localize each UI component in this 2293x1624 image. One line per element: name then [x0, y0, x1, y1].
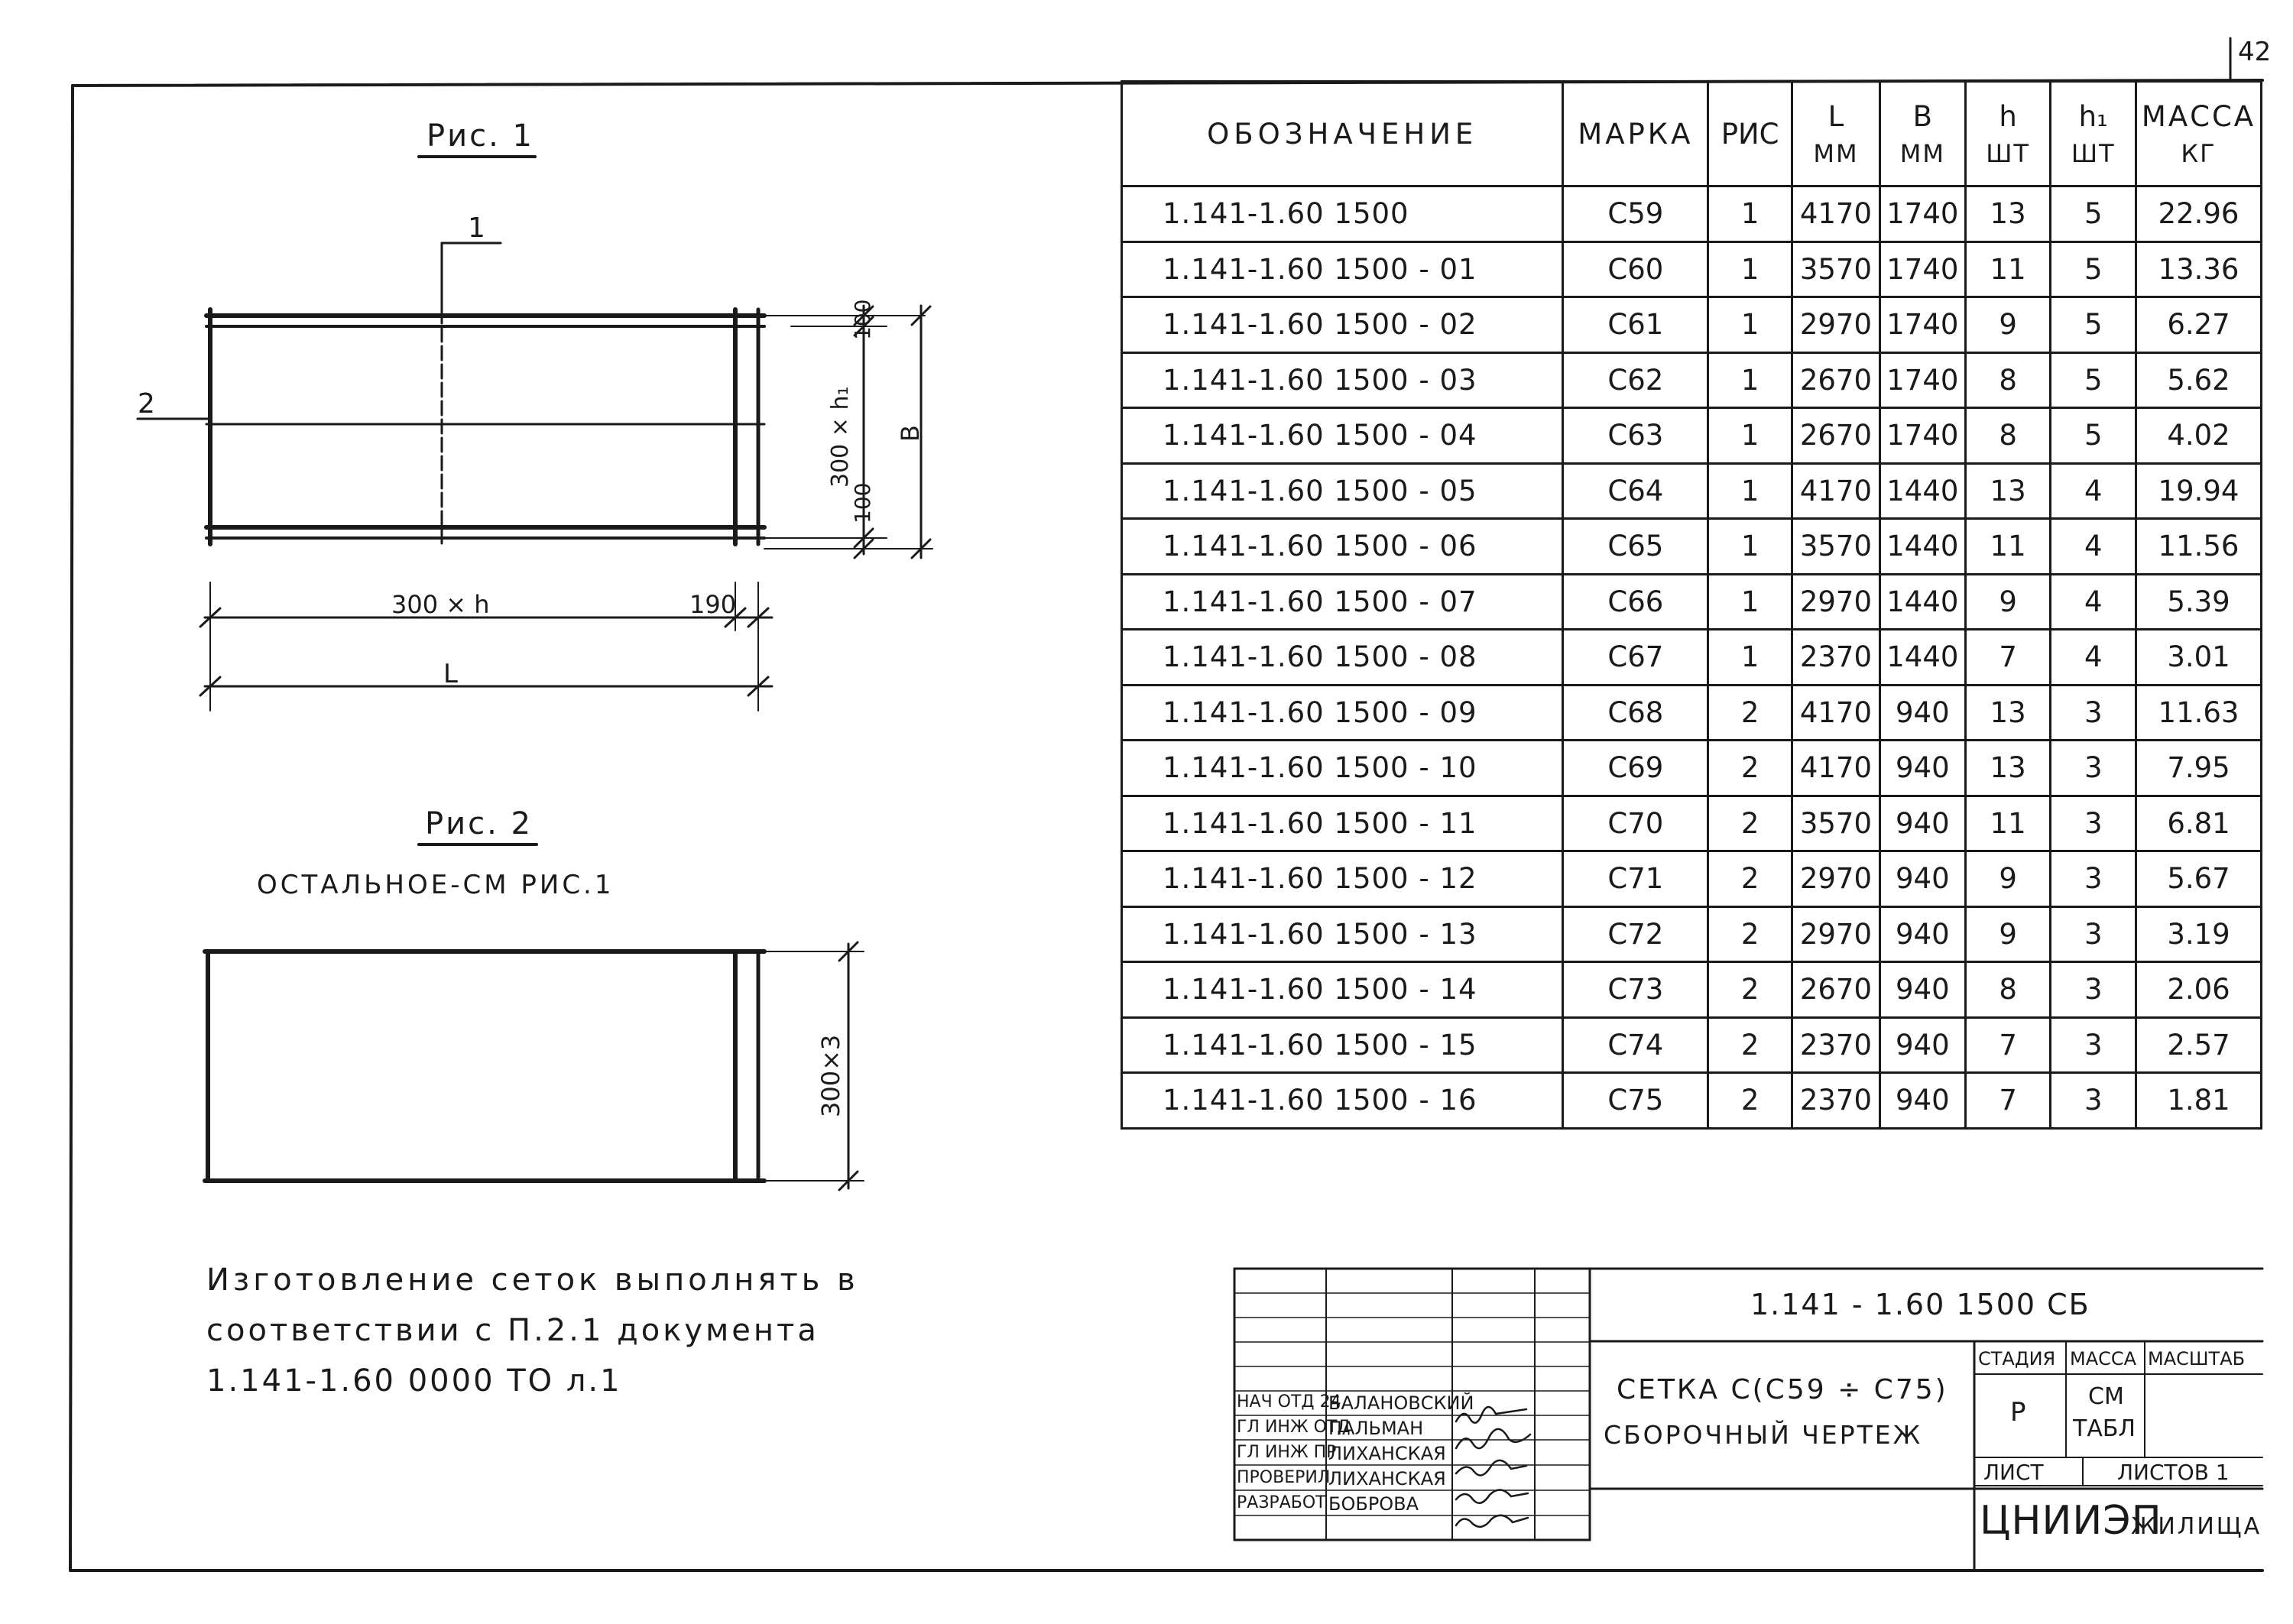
- cell-h: 11: [1965, 796, 2051, 851]
- signatures: [1456, 1407, 1530, 1527]
- cell-L: 2370: [1792, 630, 1880, 686]
- cell-des: 1.141-1.60 1500 - 13: [1122, 906, 1563, 962]
- cell-fig: 2: [1708, 906, 1792, 962]
- cell-h: 8: [1965, 408, 2051, 464]
- cell-mass: 19.94: [2136, 463, 2262, 519]
- cell-des: 1.141-1.60 1500 - 04: [1122, 408, 1563, 464]
- cell-h: 11: [1965, 519, 2051, 575]
- col-header-designation: ОБОЗНАЧЕНИЕ: [1122, 82, 1563, 186]
- cell-h: 13: [1965, 186, 2051, 242]
- cell-B: 1740: [1879, 352, 1965, 408]
- mass-label: МАССА: [2070, 1348, 2137, 1370]
- cell-mass: 5.67: [2136, 851, 2262, 907]
- cell-fig: 1: [1708, 519, 1792, 575]
- cell-h: 9: [1965, 906, 2051, 962]
- cell-L: 2370: [1792, 1017, 1880, 1073]
- doc-code: 1.141 - 1.60 1500 СБ: [1750, 1288, 2090, 1321]
- staff-name-3: ЛИХАНСКАЯ: [1328, 1443, 1446, 1464]
- cell-h: 8: [1965, 962, 2051, 1018]
- table-row: [1122, 685, 2262, 741]
- staff-name-2: ПАЛЬМАН: [1328, 1418, 1424, 1439]
- cell-L: 4170: [1792, 685, 1880, 741]
- cell-B: 940: [1879, 906, 1965, 962]
- cell-B: 1440: [1879, 519, 1965, 575]
- table-row: [1122, 186, 2262, 242]
- cell-h1: 3: [2051, 1017, 2136, 1073]
- cell-h1: 3: [2051, 1073, 2136, 1129]
- cell-des: 1.141-1.60 1500 - 03: [1122, 352, 1563, 408]
- cell-h: 7: [1965, 1017, 2051, 1073]
- cell-des: 1.141-1.60 1500 - 06: [1122, 519, 1563, 575]
- doc-name-line-1: СЕТКА С(С59 ÷ С75): [1617, 1374, 1948, 1405]
- cell-h1: 5: [2051, 186, 2136, 242]
- stage-label: СТАДИЯ: [1978, 1348, 2056, 1370]
- cell-h: 13: [1965, 741, 2051, 796]
- sheet-number: 42: [2238, 37, 2272, 67]
- cell-L: 3570: [1792, 796, 1880, 851]
- cell-L: 3570: [1792, 519, 1880, 575]
- cell-B: 940: [1879, 741, 1965, 796]
- col-header-L: L ММ: [1792, 82, 1880, 186]
- col-header-fig: РИС: [1708, 82, 1792, 186]
- cell-mark: С67: [1563, 630, 1708, 686]
- cell-h1: 4: [2051, 463, 2136, 519]
- cell-L: 2670: [1792, 962, 1880, 1018]
- fig2-title: Рис. 2: [425, 806, 533, 841]
- cell-B: 940: [1879, 796, 1965, 851]
- table-row: [1122, 1073, 2262, 1129]
- cell-B: 1740: [1879, 186, 1965, 242]
- cell-L: 3570: [1792, 241, 1880, 297]
- cell-des: 1.141-1.60 1500 - 11: [1122, 796, 1563, 851]
- cell-h1: 3: [2051, 741, 2136, 796]
- cell-mark: С68: [1563, 685, 1708, 741]
- table-header-row: [1122, 82, 2262, 186]
- cell-mass: 5.62: [2136, 352, 2262, 408]
- cell-mass: 22.96: [2136, 186, 2262, 242]
- table-row: [1122, 574, 2262, 630]
- cell-mark: С72: [1563, 906, 1708, 962]
- specification-table: [1121, 80, 2262, 1130]
- note-line-1: Изготовление сеток выполнять в: [206, 1263, 859, 1298]
- fig2-dim-height: 300×3: [816, 1034, 845, 1117]
- cell-B: 1440: [1879, 574, 1965, 630]
- cell-des: 1.141-1.60 1500 - 05: [1122, 463, 1563, 519]
- cell-mark: С63: [1563, 408, 1708, 464]
- cell-h: 11: [1965, 241, 2051, 297]
- table-row: [1122, 796, 2262, 851]
- cell-mark: С75: [1563, 1073, 1708, 1129]
- cell-B: 1740: [1879, 241, 1965, 297]
- cell-h1: 5: [2051, 352, 2136, 408]
- fig1-dim-end: 190: [689, 590, 737, 619]
- cell-des: 1.141-1.60 1500 - 02: [1122, 297, 1563, 353]
- cell-h1: 4: [2051, 574, 2136, 630]
- cell-mass: 3.19: [2136, 906, 2262, 962]
- cell-h1: 4: [2051, 519, 2136, 575]
- cell-h: 7: [1965, 1073, 2051, 1129]
- col-header-mass: МАССА КГ: [2136, 82, 2262, 186]
- org-logo-main: ЦНИИЭП: [1980, 1498, 2162, 1544]
- table-row: [1122, 962, 2262, 1018]
- cell-L: 2670: [1792, 352, 1880, 408]
- cell-mass: 1.81: [2136, 1073, 2262, 1129]
- cell-mark: С69: [1563, 741, 1708, 796]
- col-header-h: h ШТ: [1965, 82, 2051, 186]
- cell-mark: С70: [1563, 796, 1708, 851]
- cell-h1: 5: [2051, 297, 2136, 353]
- cell-des: 1.141-1.60 1500 - 15: [1122, 1017, 1563, 1073]
- fig1-dim-100-top: 100: [850, 299, 875, 340]
- cell-des: 1.141-1.60 1500 - 08: [1122, 630, 1563, 686]
- cell-mark: С65: [1563, 519, 1708, 575]
- cell-fig: 1: [1708, 297, 1792, 353]
- fig1-position-2: 2: [138, 388, 155, 420]
- staff-role-4: ПРОВЕРИЛ: [1237, 1468, 1331, 1487]
- fig1-dim-spacing-vertical: 300 × h₁: [827, 386, 854, 488]
- cell-B: 1740: [1879, 408, 1965, 464]
- table-row: [1122, 519, 2262, 575]
- table-row: [1122, 241, 2262, 297]
- table-row: [1122, 630, 2262, 686]
- fig1-position-1: 1: [468, 212, 485, 244]
- cell-mark: С62: [1563, 352, 1708, 408]
- cell-mass: 13.36: [2136, 241, 2262, 297]
- cell-des: 1.141-1.60 1500 - 10: [1122, 741, 1563, 796]
- col-header-mark: МАРКА: [1563, 82, 1708, 186]
- cell-L: 2970: [1792, 851, 1880, 907]
- table-row: [1122, 906, 2262, 962]
- fig1-mesh-drawing: [138, 243, 932, 711]
- fig1-dim-length: L: [443, 659, 458, 689]
- frame-left-line: [70, 86, 73, 1571]
- staff-name-1: БАЛАНОВСКИЙ: [1328, 1392, 1474, 1414]
- cell-fig: 1: [1708, 408, 1792, 464]
- cell-h1: 3: [2051, 906, 2136, 962]
- cell-mark: С60: [1563, 241, 1708, 297]
- cell-B: 940: [1879, 962, 1965, 1018]
- cell-mass: 3.01: [2136, 630, 2262, 686]
- cell-L: 2970: [1792, 906, 1880, 962]
- table-row: [1122, 1017, 2262, 1073]
- cell-fig: 1: [1708, 574, 1792, 630]
- cell-h1: 3: [2051, 685, 2136, 741]
- cell-fig: 2: [1708, 685, 1792, 741]
- cell-fig: 1: [1708, 352, 1792, 408]
- fig1-dim-spacing: 300 × h: [391, 590, 490, 619]
- cell-mass: 6.81: [2136, 796, 2262, 851]
- cell-h: 13: [1965, 685, 2051, 741]
- cell-h1: 4: [2051, 630, 2136, 686]
- cell-des: 1.141-1.60 1500: [1122, 186, 1563, 242]
- table-row: [1122, 297, 2262, 353]
- cell-h1: 5: [2051, 241, 2136, 297]
- specification-table-body: [1122, 186, 2262, 1129]
- sheet-label: ЛИСТ: [1983, 1460, 2044, 1485]
- cell-fig: 1: [1708, 241, 1792, 297]
- cell-mark: С74: [1563, 1017, 1708, 1073]
- cell-h: 13: [1965, 463, 2051, 519]
- cell-des: 1.141-1.60 1500 - 14: [1122, 962, 1563, 1018]
- cell-mass: 6.27: [2136, 297, 2262, 353]
- cell-des: 1.141-1.60 1500 - 07: [1122, 574, 1563, 630]
- cell-mass: 4.02: [2136, 408, 2262, 464]
- cell-h1: 3: [2051, 796, 2136, 851]
- cell-h: 9: [1965, 851, 2051, 907]
- table-row: [1122, 463, 2262, 519]
- cell-mark: С71: [1563, 851, 1708, 907]
- sheets-label: ЛИСТОВ 1: [2117, 1460, 2230, 1485]
- staff-role-3: ГЛ ИНЖ ПР: [1237, 1443, 1337, 1462]
- col-header-B: В ММ: [1879, 82, 1965, 186]
- cell-mark: С73: [1563, 962, 1708, 1018]
- cell-fig: 2: [1708, 962, 1792, 1018]
- cell-fig: 1: [1708, 186, 1792, 242]
- org-logo-sub: ЖИЛИЩА: [2131, 1513, 2262, 1540]
- cell-mass: 2.57: [2136, 1017, 2262, 1073]
- cell-B: 940: [1879, 1073, 1965, 1129]
- cell-mark: С66: [1563, 574, 1708, 630]
- cell-mass: 5.39: [2136, 574, 2262, 630]
- cell-mass: 7.95: [2136, 741, 2262, 796]
- scale-label: МАСШТАБ: [2148, 1348, 2246, 1370]
- table-row: [1122, 741, 2262, 796]
- cell-B: 1440: [1879, 463, 1965, 519]
- cell-L: 2970: [1792, 574, 1880, 630]
- table-row: [1122, 352, 2262, 408]
- fig1-title: Рис. 1: [426, 118, 534, 154]
- fig1-dim-100-bottom: 100: [850, 482, 875, 524]
- cell-L: 2670: [1792, 408, 1880, 464]
- cell-h: 9: [1965, 297, 2051, 353]
- note-line-3: 1.141-1.60 0000 ТО л.1: [206, 1363, 622, 1399]
- cell-des: 1.141-1.60 1500 - 16: [1122, 1073, 1563, 1129]
- fig1-dim-width: B: [896, 425, 925, 442]
- cell-mark: С61: [1563, 297, 1708, 353]
- staff-role-5: РАЗРАБОТ: [1237, 1493, 1326, 1512]
- cell-B: 1740: [1879, 297, 1965, 353]
- cell-des: 1.141-1.60 1500 - 09: [1122, 685, 1563, 741]
- cell-mark: С64: [1563, 463, 1708, 519]
- cell-fig: 2: [1708, 1073, 1792, 1129]
- cell-fig: 1: [1708, 463, 1792, 519]
- cell-fig: 2: [1708, 851, 1792, 907]
- stage-value: Р: [2010, 1397, 2026, 1428]
- table-row: [1122, 408, 2262, 464]
- cell-L: 2370: [1792, 1073, 1880, 1129]
- cell-L: 4170: [1792, 463, 1880, 519]
- cell-des: 1.141-1.60 1500 - 12: [1122, 851, 1563, 907]
- cell-fig: 2: [1708, 741, 1792, 796]
- cell-h1: 5: [2051, 408, 2136, 464]
- cell-B: 940: [1879, 851, 1965, 907]
- fig2-note: ОСТАЛЬНОЕ-СМ РИС.1: [257, 870, 615, 900]
- cell-des: 1.141-1.60 1500 - 01: [1122, 241, 1563, 297]
- staff-role-2: ГЛ ИНЖ ОТД: [1237, 1418, 1351, 1437]
- cell-fig: 1: [1708, 630, 1792, 686]
- cell-h: 9: [1965, 574, 2051, 630]
- cell-mark: С59: [1563, 186, 1708, 242]
- cell-mass: 11.56: [2136, 519, 2262, 575]
- cell-L: 4170: [1792, 186, 1880, 242]
- mass-value-line-1: СМ: [2088, 1383, 2124, 1410]
- cell-B: 1440: [1879, 630, 1965, 686]
- cell-h: 7: [1965, 630, 2051, 686]
- cell-L: 4170: [1792, 741, 1880, 796]
- doc-name-line-2: СБОРОЧНЫЙ ЧЕРТЕЖ: [1604, 1420, 1923, 1450]
- table-row: [1122, 851, 2262, 907]
- staff-name-5: БОБРОВА: [1328, 1493, 1419, 1515]
- col-header-h1: h₁ ШТ: [2051, 82, 2136, 186]
- fig2-mesh-drawing: [205, 942, 864, 1190]
- cell-B: 940: [1879, 1017, 1965, 1073]
- cell-h1: 3: [2051, 851, 2136, 907]
- cell-mass: 11.63: [2136, 685, 2262, 741]
- cell-fig: 2: [1708, 796, 1792, 851]
- staff-role-1: НАЧ ОТД 24: [1237, 1392, 1341, 1412]
- cell-h: 8: [1965, 352, 2051, 408]
- mass-value-line-2: ТАБЛ: [2073, 1415, 2136, 1442]
- cell-h1: 3: [2051, 962, 2136, 1018]
- cell-B: 940: [1879, 685, 1965, 741]
- cell-mass: 2.06: [2136, 962, 2262, 1018]
- staff-name-4: ЛИХАНСКАЯ: [1328, 1468, 1446, 1489]
- note-line-2: соответствии с П.2.1 документа: [206, 1313, 819, 1348]
- cell-fig: 2: [1708, 1017, 1792, 1073]
- cell-L: 2970: [1792, 297, 1880, 353]
